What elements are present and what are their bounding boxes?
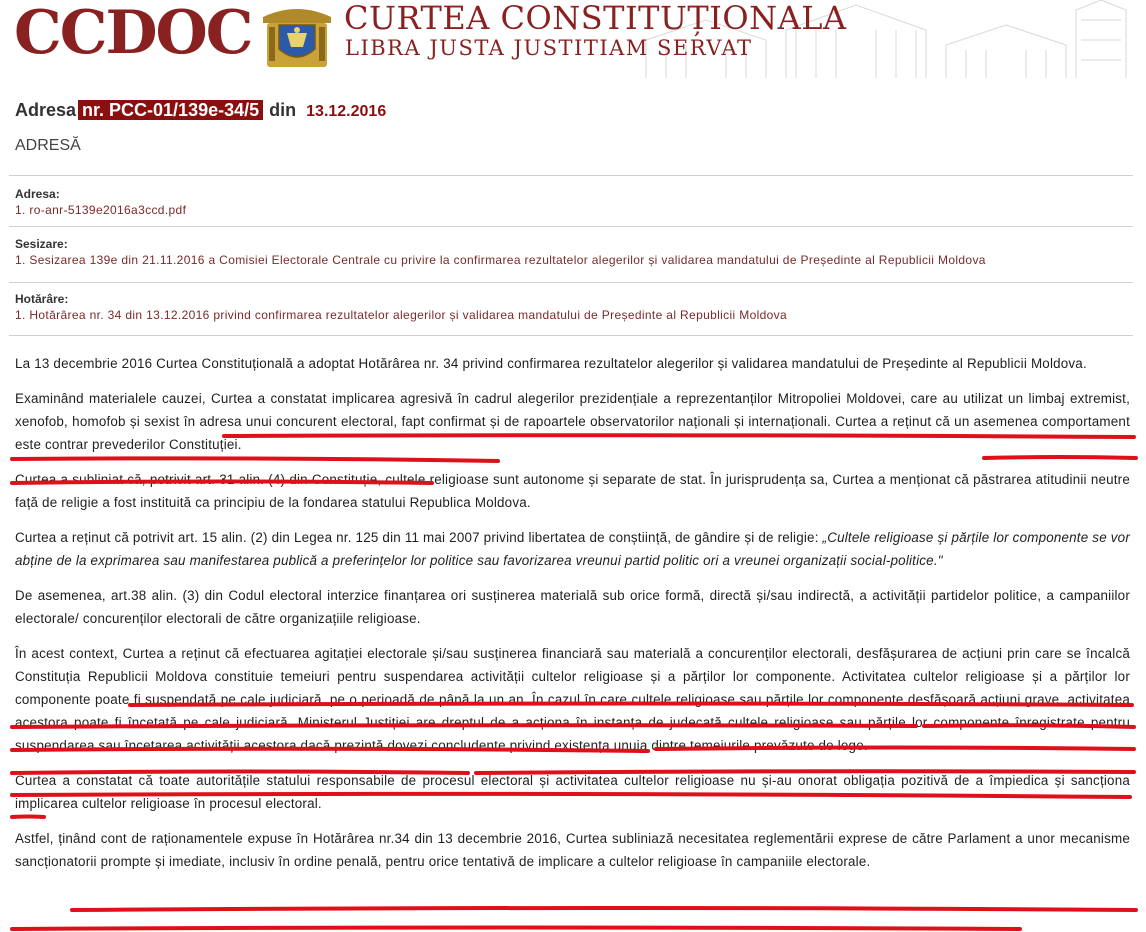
attachment-label: Sesizare:: [15, 237, 68, 251]
divider: [9, 335, 1133, 336]
attachment-link[interactable]: 1. Sesizarea 139e din 21.11.2016 a Comisiei Electorale Centrale cu privire la confirmarea rezultatelor alegerilor și validarea mandatului de Președinte al Republicii Moldova: [15, 253, 986, 267]
document-number: nr. PCC-01/139e-34/5: [78, 100, 263, 120]
date-preposition: din: [269, 100, 297, 120]
paragraph: În acest context, Curtea a reținut că efectuarea agitației electorale și/sau susținerea financiară sau materială a concurenților electorali, desfășurarea de acțiuni prin care se încalcă Constituția Republicii Moldova constituie temeiuri pentru suspendarea activității cultelor religioase și a părților lor componente. Activitatea cultelor religioase și a părților lor componente poate fi suspendată pe cale judiciară, pe o perioadă de până la un an. În cazul în care cultele religioase sau părțile lor componente desfășoară acțiuni grave, activitatea acestora poate fi încetată pe cale judiciară. Ministerul Justiției are dreptul de a acționa în instanța de judecată cultele religioase sau părțile lor componente înregistrate pentru suspendarea sau încetarea activității acestora dacă prezintă dovezi concludente privind existența unuia dintre temeiurile prevăzute de lege.: [15, 646, 1130, 753]
document-title: [15, 97, 386, 123]
paragraph: La 13 decembrie 2016 Curtea Constituțională a adoptat Hotărârea nr. 34 privind confirmarea rezultatelor alegerilor și validarea mandatului de Președinte al Republicii Moldova.: [15, 356, 1087, 371]
court-name: CURTEA CONSTITUȚIONALA: [344, 0, 847, 37]
paragraph-intro: Curtea a reținut că potrivit art. 15 alin. (2) din Legea nr. 125 din 11 mai 2007 privind libertatea de conștiință, de gândire și de religie:: [15, 530, 823, 545]
attachment-adresa: [9, 187, 1132, 217]
attachment-link[interactable]: 1. Hotărârea nr. 34 din 13.12.2016 privind confirmarea rezultatelor alegerilor și validarea mandatului de Președinte al Republicii Moldova: [15, 308, 788, 322]
attachment-label: Hotărâre:: [15, 292, 69, 306]
site-logo[interactable]: CCDOC: [14, 0, 252, 68]
paragraph: [15, 526, 1130, 572]
document-body: [15, 352, 1130, 885]
court-coat-of-arms-icon: [259, 3, 335, 69]
paragraph: Curtea a subliniat că, potrivit art. 31 alin. (4) din Constituție, cultele religioase sunt autonome și separate de stat. În jurisprudența sa, Curtea a menționat că păstrarea atitudinii neutre față de religie a fost instituită ca principiu de la fondarea statului Republica Moldova.: [15, 472, 1130, 510]
divider: [9, 282, 1133, 283]
document-date: 13.12.2016: [306, 103, 387, 120]
law-quote: „Cultele religioase și părțile lor componente se vor abține de la exprimarea sau manifestarea publică a preferințelor lor politice sau favorizarea vreunui partid politic ori a vreunei organizații social-politice.": [15, 530, 1130, 568]
attachment-link[interactable]: 1. ro-anr-5139e2016a3ccd.pdf: [15, 203, 187, 217]
paragraph: Astfel, ținând cont de raționamentele expuse în Hotărârea nr.34 din 13 decembrie 2016, Curtea subliniază necesitatea reglementării exprese de către Parlament a unor mecanisme sancționatorii prompte și imediate, inclusiv în ordine penală, pentru orice tentativă de implicare a cultelor religioase în campaniile electorale.: [15, 831, 1130, 869]
paragraph: Curtea a constatat că toate autoritățile statului responsabile de procesul electoral și activitatea cultelor religioase nu și-au onorat obligația pozitivă de a împiedica și sancționa implicarea cultelor religioase în procesul electoral.: [15, 773, 1130, 811]
site-header: [0, 0, 1146, 78]
paragraph: Examinând materialele cauzei, Curtea a constatat implicarea agresivă în cadrul alegerilor prezidențiale a reprezentanților Mitropoliei Moldovei, care au utilizat un limbaj extremist, xenofob, homofob și sexist în adresa unui concurent electoral, fapt confirmat și de rapoartele observatorilor naționali și internaționali. Curtea a reținut că un asemenea comportament este contrar prevederilor Constituției.: [15, 391, 1130, 452]
document-label: Adresa: [15, 100, 77, 120]
attachment-label: Adresa:: [15, 187, 60, 201]
attachment-sesizare: [9, 237, 1132, 267]
underline-mark: [72, 908, 1136, 910]
divider: [9, 226, 1133, 227]
divider: [9, 175, 1133, 176]
paragraph: De asemenea, art.38 alin. (3) din Codul electoral interzice finanțarea ori susținerea materială sub orice formă, directă și/sau indirectă, a activității partidelor politice, a campaniilor electorale/ concurenților electorali de către organizațiile religioase.: [15, 588, 1130, 626]
court-motto: LIBRA JUSTA JUSTITIAM SERVAT: [345, 36, 753, 60]
underline-mark: [12, 928, 1020, 930]
document-type: ADRESĂ: [15, 137, 81, 154]
attachment-hotarare: [9, 292, 1132, 322]
